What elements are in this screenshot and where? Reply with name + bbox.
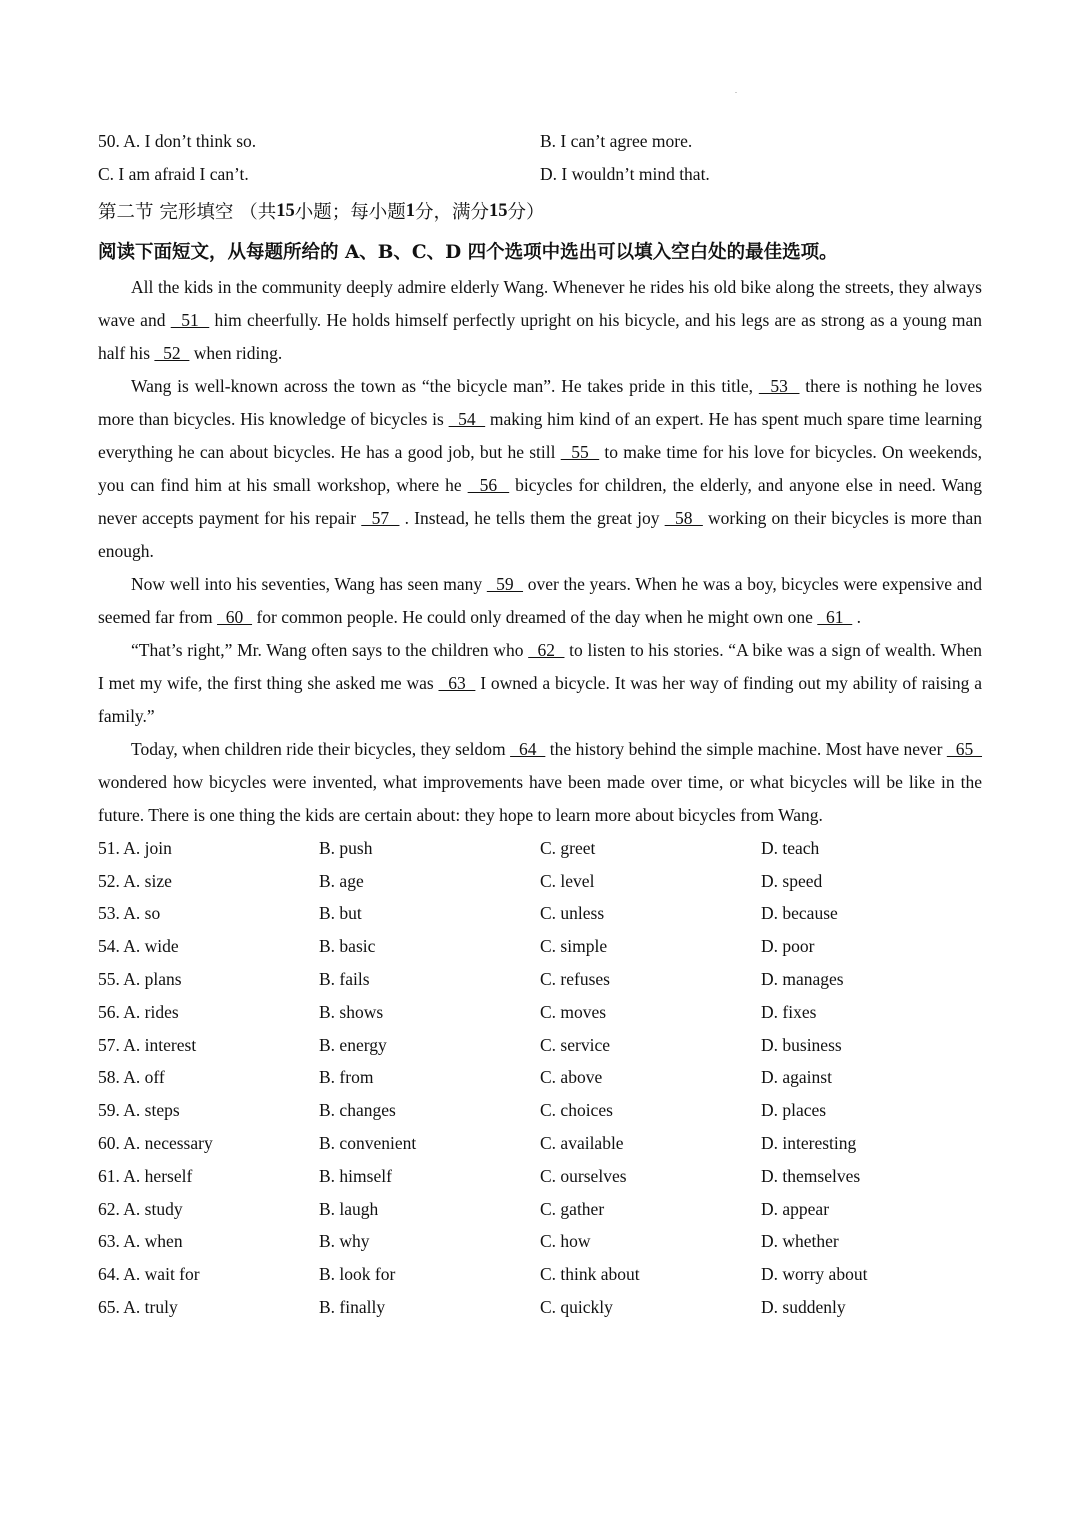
option-c: C. greet	[540, 837, 596, 858]
q50-row-1	[98, 125, 982, 158]
option-d: D. fixes	[761, 1001, 817, 1022]
option-b: B. himself	[319, 1165, 392, 1186]
option-b: B. why	[319, 1231, 370, 1252]
blank-59: 59	[486, 574, 524, 594]
option-row	[98, 832, 982, 865]
blank-56: 56	[467, 475, 510, 495]
option-a: 53. A. so	[98, 903, 161, 924]
option-b: B. energy	[319, 1034, 387, 1055]
option-a: 61. A. herself	[98, 1165, 193, 1186]
option-a: 64. A. wait for	[98, 1264, 200, 1285]
blank-65: 65	[946, 739, 983, 759]
q50-option-b: B. I can’t agree more.	[540, 131, 693, 151]
option-d: D. teach	[761, 837, 820, 858]
option-c: C. think about	[540, 1264, 640, 1285]
option-a: 56. A. rides	[98, 1001, 179, 1022]
option-d: D. worry about	[761, 1264, 868, 1285]
option-d: D. whether	[761, 1231, 839, 1252]
option-row	[98, 930, 982, 963]
blank-57: 57	[361, 508, 400, 528]
option-a: 57. A. interest	[98, 1034, 197, 1055]
blank-55: 55	[560, 442, 600, 462]
option-b: B. changes	[319, 1100, 396, 1121]
option-b: B. push	[319, 837, 373, 858]
option-a: 58. A. off	[98, 1067, 165, 1088]
option-row	[98, 1094, 982, 1127]
option-a: 60. A. necessary	[98, 1133, 213, 1154]
option-d: D. poor	[761, 936, 815, 957]
passage-paragraph-4: “That’s right,” Mr. Wang often says to the children who 62 to listen to his stories. “A bike was a sign of wealth. When I met my wife, the first thing she asked me was 63 I owned a bicycle. It was her way of finding out my ability of raising a family.”	[98, 640, 983, 726]
option-d: D. themselves	[761, 1165, 861, 1186]
option-d: D. places	[761, 1100, 827, 1121]
option-row	[98, 1160, 982, 1193]
option-c: C. gather	[540, 1198, 605, 1219]
option-c: C. unless	[540, 903, 605, 924]
passage-paragraph-1: All the kids in the community deeply admire elderly Wang. Whenever he rides his old bike along the streets, they always wave and 51 him cheerfully. He holds himself perfectly upright on his bicycle, and his legs are as strong as a young man half his 52 when riding.	[98, 277, 982, 363]
option-a: 65. A. truly	[98, 1297, 178, 1318]
blank-53: 53	[758, 376, 800, 396]
blank-58: 58	[664, 508, 703, 528]
option-c: C. ourselves	[540, 1165, 627, 1186]
option-b: B. shows	[319, 1001, 384, 1022]
passage-paragraph-3: Now well into his seventies, Wang has seen many 59 over the years. When he was a boy, bicycles were expensive and seemed far from 60 for common people. He could only dreamed of the day when he might own one 61 .	[98, 574, 982, 627]
option-c: C. available	[540, 1133, 624, 1154]
option-c: C. refuses	[540, 969, 610, 990]
section-title: 第二节 完形填空 （共 15 小题；每小题 1 分，满分 15 分）	[98, 200, 545, 223]
blank-61: 61	[817, 607, 853, 627]
option-row	[98, 963, 982, 996]
option-row	[98, 1291, 982, 1324]
option-row	[98, 1258, 982, 1291]
option-c: C. moves	[540, 1001, 607, 1022]
blank-54: 54	[448, 409, 486, 429]
option-b: B. from	[319, 1067, 374, 1088]
option-row	[98, 865, 982, 898]
option-d: D. suddenly	[761, 1297, 846, 1318]
option-c: C. quickly	[540, 1297, 613, 1318]
option-a: 54. A. wide	[98, 936, 179, 957]
section-instruction: 阅读下面短文，从每题所给的 A、B、C、D 四个选项中选出可以填入空白处的最佳选项。	[98, 242, 838, 263]
option-c: C. how	[540, 1231, 591, 1252]
option-b: B. age	[319, 870, 364, 891]
option-b: B. finally	[319, 1297, 386, 1318]
option-row	[98, 1226, 982, 1259]
option-c: C. choices	[540, 1100, 613, 1121]
option-a: 63. A. when	[98, 1231, 183, 1252]
passage-paragraph-5: Today, when children ride their bicycles, they seldom 64 the history behind the simple machine. Most have never 65 wondered how bicycles were invented, what improvements have been made over time, or what bicycles will be like in the future. There is one thing the kids are certain about: they hope to learn more about bicycles from Wang.	[98, 739, 983, 825]
option-row	[98, 996, 982, 1029]
option-a: 59. A. steps	[98, 1100, 180, 1121]
option-b: B. but	[319, 903, 362, 924]
scan-speck	[735, 92, 737, 93]
answer-options	[98, 832, 982, 1324]
option-c: C. service	[540, 1034, 610, 1055]
q50-option-d: D. I wouldn’t mind that.	[540, 164, 710, 184]
option-d: D. speed	[761, 870, 823, 891]
passage-paragraph-2: Wang is well-known across the town as “the bicycle man”. He takes pride in this title, 53 there is nothing he loves more than bicycles. His knowledge of bicycles is 54 making him kind of an expert. He has spent much spare time learning everything he can about bicycles. He has a good job, but he still 55 to make time for his love for bicycles. On weekends, you can find him at his small workshop, where he 56 bicycles for children, the elderly, and anyone else in need. Wang never accepts payment for his repair 57 . Instead, he tells them the great joy 58 working on their bicycles is more than enough.	[98, 376, 983, 561]
option-d: D. interesting	[761, 1133, 857, 1154]
blank-60: 60	[217, 607, 253, 627]
q50-row-2	[98, 158, 982, 191]
option-row	[98, 898, 982, 931]
option-d: D. business	[761, 1034, 842, 1055]
option-b: B. look for	[319, 1264, 396, 1285]
option-row	[98, 1062, 982, 1095]
option-b: B. convenient	[319, 1133, 417, 1154]
option-row	[98, 1127, 982, 1160]
option-c: C. level	[540, 870, 595, 891]
q50-option-c: C. I am afraid I can’t.	[98, 164, 249, 184]
blank-52: 52	[154, 343, 190, 363]
option-b: B. laugh	[319, 1198, 379, 1219]
exam-page	[98, 125, 982, 1324]
blank-51: 51	[170, 310, 210, 330]
blank-63: 63	[438, 673, 476, 693]
option-c: C. above	[540, 1067, 603, 1088]
option-d: D. against	[761, 1067, 832, 1088]
option-b: B. fails	[319, 969, 370, 990]
option-a: 62. A. study	[98, 1198, 183, 1219]
blank-62: 62	[528, 640, 565, 660]
option-a: 55. A. plans	[98, 969, 182, 990]
option-row	[98, 1029, 982, 1062]
option-c: C. simple	[540, 936, 608, 957]
option-d: D. manages	[761, 969, 844, 990]
q50-option-a: 50. A. I don’t think so.	[98, 131, 257, 151]
option-d: D. appear	[761, 1198, 830, 1219]
blank-64: 64	[510, 739, 546, 759]
option-b: B. basic	[319, 936, 376, 957]
option-row	[98, 1193, 982, 1226]
option-a: 51. A. join	[98, 837, 172, 858]
option-a: 52. A. size	[98, 870, 172, 891]
option-d: D. because	[761, 903, 838, 924]
